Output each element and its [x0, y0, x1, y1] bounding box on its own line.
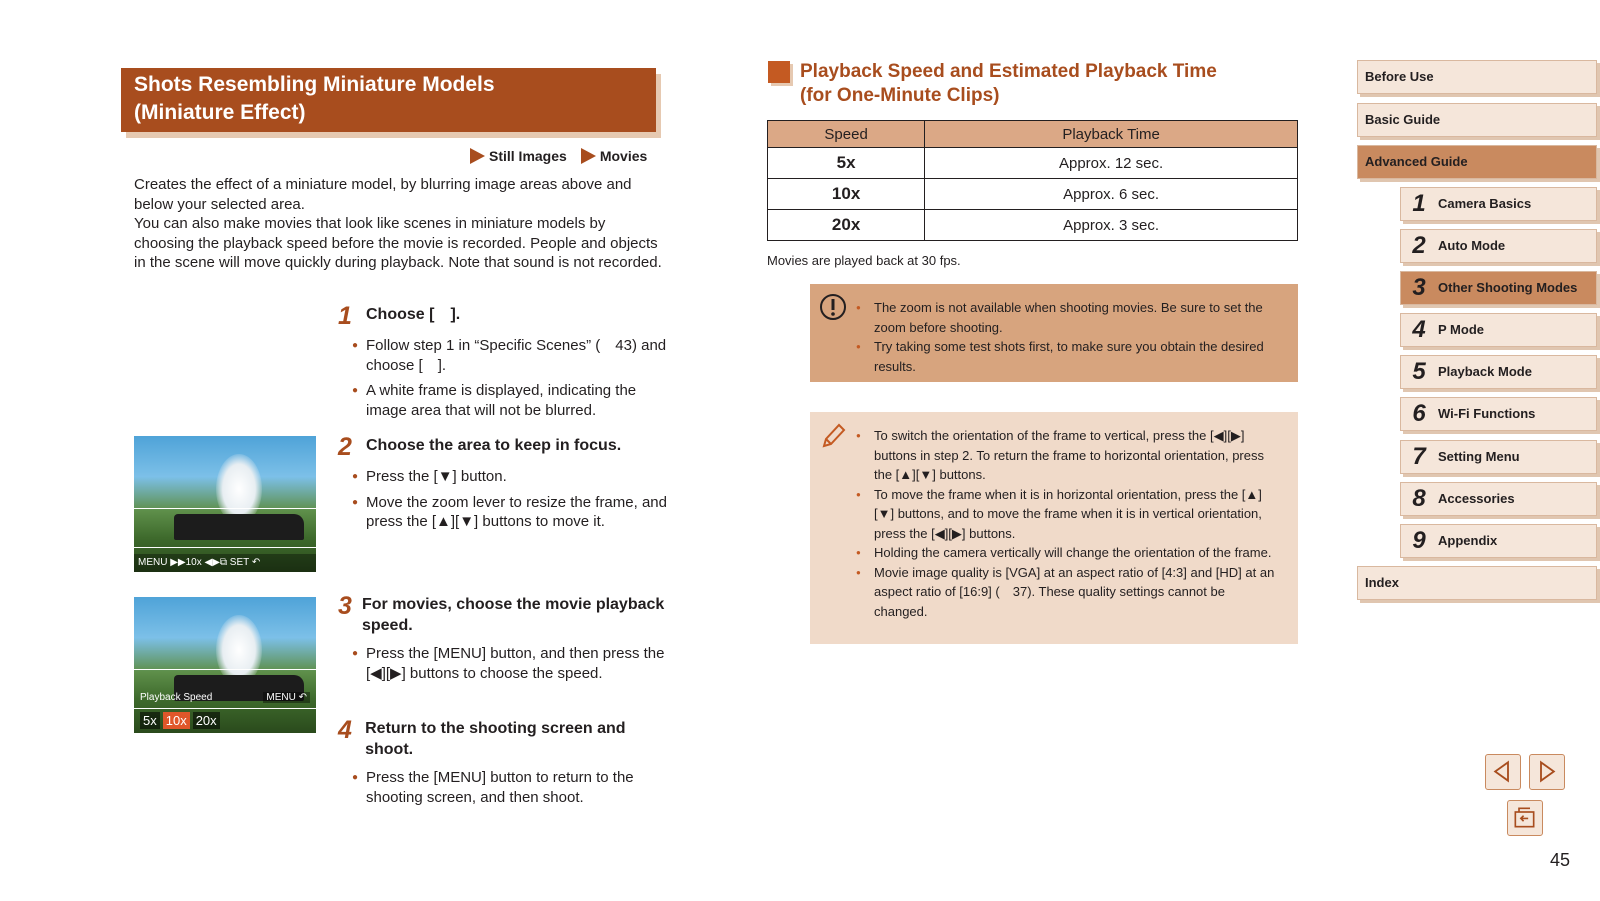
screen-image-frame — [134, 436, 316, 572]
step-2 — [338, 435, 668, 538]
table-row: 20x Approx. 3 sec. — [768, 210, 1298, 241]
nav-chapter-5[interactable]: 5 Playback Mode — [1400, 355, 1597, 389]
playback-speed-caption: Playback Speed — [140, 692, 213, 703]
list-item: ● To switch the orientation of the frame to vertical, press the [◀][▶] buttons in step 2. To return the frame to horizontal orientation, press the [▲][▼] buttons. — [856, 426, 1276, 485]
fps-note: Movies are played back at 30 fps. — [767, 253, 961, 268]
intro-text — [134, 175, 664, 273]
step-number: 2 — [338, 433, 352, 461]
step-4 — [338, 718, 668, 813]
title-line-1: Shots Resembling Miniature Models — [134, 73, 495, 96]
note-box — [810, 412, 1298, 644]
list-item: ● The zoom is not available when shooting movies. Be sure to set the zoom before shooting. — [856, 298, 1276, 337]
list-item: ● Move the zoom lever to resize the frame, and press the [▲][▼] buttons to move it. — [352, 493, 668, 532]
focus-frame — [134, 508, 316, 548]
arrow-left-icon — [1486, 755, 1519, 788]
playback-time-table — [767, 120, 1298, 241]
list-item: ● Press the [▼] button. — [352, 467, 668, 487]
next-page-button[interactable] — [1529, 754, 1565, 790]
nav-index[interactable]: Index — [1357, 566, 1597, 600]
page-title — [121, 68, 656, 132]
step-1 — [338, 304, 668, 426]
focus-frame — [134, 669, 316, 709]
list-item: ● Holding the camera vertically will change the orientation of the frame. — [856, 543, 1276, 563]
list-item: ● Follow step 1 in “Specific Scenes” ( 43) and choose [ ]. — [352, 336, 668, 375]
nav-basic-guide[interactable]: Basic Guide — [1357, 103, 1597, 137]
screen-image-speed — [134, 597, 316, 733]
speed-options: 5x 10x 20x — [140, 712, 220, 729]
section-title: Playback Speed and Estimated Playback Time (for One-Minute Clips) — [800, 61, 1217, 106]
step-title: Choose the area to keep in focus. — [366, 437, 622, 454]
arrow-right-icon — [1530, 755, 1563, 788]
list-item: ● Try taking some test shots first, to make sure you obtain the desired results. — [856, 337, 1276, 376]
triangle-icon — [581, 148, 596, 164]
list-item: ● Press the [MENU] button to return to the shooting screen, and then shoot. — [352, 768, 668, 807]
caution-box — [810, 284, 1298, 382]
step-number: 3 — [338, 592, 352, 620]
mode-still-images: Still Images — [470, 148, 567, 164]
nav-chapter-6[interactable]: 6 Wi-Fi Functions — [1400, 397, 1597, 431]
nav-chapter-8[interactable]: 8 Accessories — [1400, 482, 1597, 516]
nav-chapter-3[interactable]: 3 Other Shooting Modes — [1400, 271, 1597, 305]
list-item: ● A white frame is displayed, indicating the image area that will not be blurred. — [352, 381, 668, 420]
list-item: ● To move the frame when it is in horizontal orientation, press the [▲][▼] buttons, and to move the frame when it is in vertical orientation, press the [◀][▶] buttons. — [856, 485, 1276, 544]
caution-icon — [818, 292, 848, 322]
nav-chapter-7[interactable]: 7 Setting Menu — [1400, 440, 1597, 474]
step-title: For movies, choose the movie playback speed. — [361, 596, 665, 634]
nav-before-use[interactable]: Before Use — [1357, 60, 1597, 94]
step-3 — [338, 594, 668, 689]
table-row: 5x Approx. 12 sec. — [768, 148, 1298, 179]
nav-chapter-2[interactable]: 2 Auto Mode — [1400, 229, 1597, 263]
mode-movies: Movies — [581, 148, 647, 164]
table-header-row: Speed Playback Time — [768, 121, 1298, 148]
list-item: ● Movie image quality is [VGA] at an aspect ratio of [4:3] and [HD] at an aspect ratio of [16:9] ( 37). These quality settings cannot be changed. — [856, 563, 1276, 622]
section-square-icon — [768, 61, 790, 83]
intro-paragraph-2: You can also make movies that look like scenes in miniature models by choosing the playback speed before the movie is recorded. People and objects in the scene will move quickly during playback. Note that sound is not recorded. — [134, 215, 662, 271]
triangle-icon — [470, 148, 485, 164]
nav-advanced-guide[interactable]: Advanced Guide — [1357, 145, 1597, 179]
back-button[interactable] — [1507, 800, 1543, 836]
return-icon — [1508, 801, 1541, 834]
prev-page-button[interactable] — [1485, 754, 1521, 790]
step-number: 1 — [338, 302, 352, 330]
table-row: 10x Approx. 6 sec. — [768, 179, 1298, 210]
title-line-2: (Miniature Effect) — [134, 101, 306, 124]
intro-paragraph-1: Creates the effect of a miniature model, by blurring image areas above and below your selected area. — [134, 176, 632, 213]
step-title: Return to the shooting screen and shoot. — [365, 720, 626, 758]
mode-indicators — [470, 148, 647, 164]
screen-status-bar: MENU ▶▶10x ◀▶⧉ SET ↶ — [134, 554, 316, 572]
list-item: ● Press the [MENU] button, and then press the [◀][▶] buttons to choose the speed. — [352, 644, 668, 683]
nav-chapter-4[interactable]: 4 P Mode — [1400, 313, 1597, 347]
nav-chapter-1[interactable]: 1 Camera Basics — [1400, 187, 1597, 221]
nav-chapter-9[interactable]: 9 Appendix — [1400, 524, 1597, 558]
pencil-icon — [818, 420, 848, 450]
menu-tag: MENU ↶ — [263, 692, 310, 703]
step-number: 4 — [338, 716, 352, 744]
step-title: Choose [ ]. — [366, 306, 461, 323]
page-number: 45 — [1549, 850, 1570, 870]
